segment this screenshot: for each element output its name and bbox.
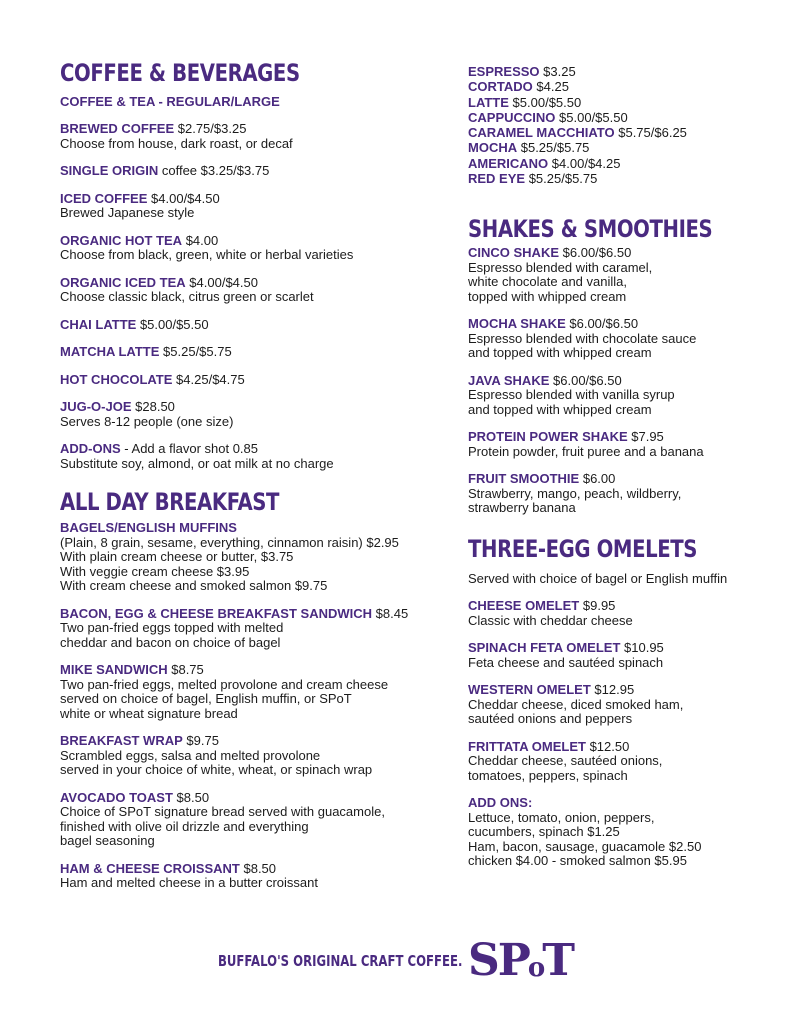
item-desc-line: Protein powder, fruit puree and a banana — [468, 443, 704, 459]
item-desc-line: Scrambled eggs, salsa and melted provolone — [60, 747, 321, 763]
menu-item-cappuccino — [468, 110, 768, 125]
item-price: $9.95 — [582, 598, 616, 614]
item-price: $5.00/$5.50 — [559, 109, 628, 125]
item-desc-line: topped with whipped cream — [468, 288, 627, 304]
item-price: $12.50 — [589, 738, 630, 754]
menu-item-single-origin — [60, 164, 440, 179]
menu-item-espresso — [468, 64, 768, 79]
menu-item-latte — [468, 95, 768, 110]
item-name: CARAMEL MACCHIATO — [468, 125, 615, 141]
footer-brand — [218, 936, 573, 986]
item-name: CAPPUCCINO — [468, 109, 556, 125]
item-name: MOCHA — [468, 140, 518, 156]
item-desc-line: white or wheat signature bread — [60, 705, 238, 721]
item-desc-line: Ham and melted cheese in a butter croissant — [60, 875, 318, 890]
section-title-omelets: THREE-EGG OMELETS — [468, 534, 698, 563]
menu-item-organic-hot-tea — [60, 234, 440, 263]
coffee-section — [60, 58, 440, 471]
menu-item-mocha — [468, 140, 768, 155]
item-desc-line: Espresso blended with chocolate sauce — [468, 330, 697, 346]
item-desc-line: With cream cheese and smoked salmon $9.75 — [60, 578, 328, 593]
item-price: $28.50 — [135, 399, 175, 414]
brand-tagline: BUFFALO'S ORIGINAL CRAFT COFFEE. — [218, 952, 463, 970]
menu-item-red-eye — [468, 171, 768, 186]
menu-item-fruit-smoothie — [468, 472, 768, 516]
item-desc-line: finished with olive oil drizzle and everything — [60, 818, 309, 834]
item-desc-line: and topped with whipped cream — [468, 345, 652, 361]
item-price: $8.75 — [171, 662, 204, 677]
menu-item-matcha-latte — [60, 345, 440, 360]
item-desc-line: Choice of SPoT signature bread served with guacamole, — [60, 804, 385, 819]
item-desc: Serves 8-12 people (one size) — [60, 413, 234, 429]
item-name: CHAI LATTE — [60, 316, 137, 332]
menu-item-protein-power-shake — [468, 430, 768, 459]
item-name: MOCHA SHAKE — [468, 316, 566, 332]
item-price: $10.95 — [624, 640, 664, 656]
item-price: $8.45 — [375, 605, 409, 621]
item-name: BAGELS/ENGLISH MUFFINS — [60, 520, 237, 535]
item-desc: Choose from black, green, white or herbal varieties — [60, 247, 354, 262]
item-name: MIKE SANDWICH — [60, 662, 168, 677]
item-desc: Brewed Japanese style — [60, 205, 195, 220]
item-name: WESTERN OMELET — [468, 682, 591, 698]
item-desc: Choose from house, dark roast, or decaf — [60, 135, 293, 151]
item-name: CHEESE OMELET — [468, 598, 580, 614]
item-name: ORGANIC HOT TEA — [60, 232, 183, 248]
item-desc-line: served in your choice of white, wheat, or spinach wrap — [60, 762, 373, 777]
item-desc-line: Classic with cheddar cheese — [468, 612, 633, 628]
item-desc-line: sautéed onions and peppers — [468, 711, 633, 727]
logo-text-t: T — [542, 935, 573, 986]
item-name: RED EYE — [468, 171, 526, 187]
omelets-intro — [468, 572, 768, 587]
menu-item-mocha-shake — [468, 317, 768, 361]
menu-item-cheese-omelet — [468, 599, 768, 628]
menu-item-caramel-macchiato — [468, 125, 768, 140]
menu-item-western-omelet — [468, 683, 768, 727]
menu-item-chai-latte — [60, 318, 440, 333]
item-name: SPINACH FETA OMELET — [468, 640, 621, 656]
menu-item-add-ons — [60, 442, 440, 471]
espresso-list — [468, 64, 768, 186]
item-name: AMERICANO — [468, 155, 549, 171]
item-name: LATTE — [468, 94, 509, 110]
menu-item-ham-cheese-croissant — [60, 862, 440, 891]
item-price: $4.25 — [536, 79, 569, 95]
item-price: $6.00/$6.50 — [562, 245, 632, 261]
shakes-section — [468, 214, 768, 516]
item-price: $5.25/$5.75 — [520, 140, 590, 156]
menu-item-mike-sandwich — [60, 663, 440, 721]
item-price: $8.50 — [176, 789, 210, 805]
section-title-breakfast: ALL DAY BREAKFAST — [60, 488, 280, 516]
omelets-section — [468, 534, 768, 869]
item-name: BREWED COFFEE — [60, 121, 175, 136]
menu-item-iced-coffee — [60, 192, 440, 221]
item-name: BREAKFAST WRAP — [60, 733, 183, 748]
item-price: $4.00/$4.25 — [551, 155, 621, 171]
right-column — [468, 64, 768, 869]
item-name: FRITTATA OMELET — [468, 738, 586, 754]
item-price: $5.75/$6.25 — [618, 125, 687, 141]
item-name: ESPRESSO — [468, 64, 540, 79]
item-name: SINGLE ORIGIN — [60, 163, 159, 178]
item-name: PROTEIN POWER SHAKE — [468, 429, 628, 445]
menu-item-organic-iced-tea — [60, 276, 440, 305]
item-desc-line: bagel seasoning — [60, 833, 155, 848]
item-price: $2.75/$3.25 — [177, 121, 247, 136]
item-desc-line: Feta cheese and sautéed spinach — [468, 654, 664, 670]
item-name: HOT CHOCOLATE — [60, 371, 173, 387]
item-price: $6.00/$6.50 — [569, 316, 639, 332]
item-price: $9.75 — [186, 733, 219, 748]
menu-item-bacon-egg-cheese — [60, 607, 440, 651]
menu-item-java-shake — [468, 374, 768, 418]
item-price: - Add a flavor shot 0.85 — [124, 441, 258, 456]
item-price: $8.50 — [243, 860, 277, 876]
item-desc-line: With plain cream cheese or butter, $3.75 — [60, 549, 294, 564]
menu-item-bagels — [60, 521, 440, 594]
menu-item-cortado — [468, 79, 768, 94]
menu-item-jug-o-joe — [60, 400, 440, 429]
item-desc-line: strawberry banana — [468, 500, 576, 516]
item-desc-line: Lettuce, tomato, onion, peppers, — [468, 809, 655, 825]
breakfast-section — [60, 487, 440, 891]
item-name: FRUIT SMOOTHIE — [468, 471, 580, 487]
section-title-shakes: SHAKES & SMOOTHIES — [468, 215, 713, 244]
item-name: ADD ONS: — [468, 795, 533, 811]
item-price: $3.25 — [543, 64, 576, 79]
item-desc-line: and topped with whipped cream — [468, 401, 652, 417]
logo-text-o: o — [527, 953, 544, 983]
item-price: coffee $3.25/$3.75 — [161, 163, 270, 178]
item-desc-line: served on choice of bagel, English muffin, or SPoT — [60, 691, 352, 706]
item-price: $4.00 — [185, 232, 219, 248]
item-price: $4.00/$4.50 — [151, 190, 220, 206]
logo-text-sp: SP — [468, 935, 529, 986]
item-desc-line: Cheddar cheese, sautéed onions, — [468, 753, 663, 769]
item-desc-line: (Plain, 8 grain, sesame, everything, cinnamon raisin) $2.95 — [60, 534, 399, 550]
item-desc-line: white chocolate and vanilla, — [468, 274, 627, 290]
spot-logo — [468, 935, 573, 986]
item-desc-line: chicken $4.00 - smoked salmon $5.95 — [468, 853, 687, 869]
item-desc: Choose classic black, citrus green or scarlet — [60, 289, 314, 304]
menu-item-frittata-omelet — [468, 740, 768, 784]
item-desc-line: Espresso blended with caramel, — [468, 259, 653, 275]
menu-item-americano — [468, 156, 768, 171]
item-price: $4.25/$4.75 — [176, 371, 245, 387]
section-title-coffee: COFFEE & BEVERAGES — [60, 59, 300, 87]
menu-item-spinach-feta-omelet — [468, 641, 768, 670]
item-desc-line: Ham, bacon, sausage, guacamole $2.50 — [468, 838, 702, 854]
menu-item-cinco-shake — [468, 246, 768, 304]
item-name: JAVA SHAKE — [468, 372, 550, 388]
item-price: $6.00/$6.50 — [553, 372, 622, 388]
item-name: CORTADO — [468, 79, 533, 95]
item-desc-line: Two pan-fried eggs topped with melted — [60, 620, 284, 635]
left-column — [60, 58, 440, 891]
item-desc-line: cheddar and bacon on choice of bagel — [60, 634, 281, 650]
menu-item-brewed-coffee — [60, 122, 440, 151]
item-price: $5.25/$5.75 — [528, 171, 598, 187]
item-name: ORGANIC ICED TEA — [60, 274, 186, 290]
item-desc-line: With veggie cream cheese $3.95 — [60, 563, 250, 579]
item-price: $6.00 — [582, 471, 616, 487]
item-name: BACON, EGG & CHEESE BREAKFAST SANDWICH — [60, 605, 373, 621]
item-price: $5.25/$5.75 — [163, 344, 232, 359]
item-price: $5.00/$5.50 — [512, 94, 582, 110]
menu-item-avocado-toast — [60, 791, 440, 849]
item-desc-line: Strawberry, mango, peach, wildberry, — [468, 485, 682, 501]
item-desc-line: Cheddar cheese, diced smoked ham, — [468, 696, 684, 712]
item-name: AVOCADO TOAST — [60, 789, 173, 805]
item-name: JUG-O-JOE — [60, 399, 132, 414]
menu-item-breakfast-wrap — [60, 734, 440, 778]
item-name: CINCO SHAKE — [468, 245, 560, 261]
item-desc: Substitute soy, almond, or oat milk at no charge — [60, 455, 334, 471]
menu-item-omelet-add-ons — [468, 796, 768, 869]
item-name: ICED COFFEE — [60, 190, 148, 206]
item-desc-line: Espresso blended with vanilla syrup — [468, 387, 675, 403]
item-name: MATCHA LATTE — [60, 344, 160, 359]
item-price: $4.00/$4.50 — [189, 274, 258, 290]
item-price: $5.00/$5.50 — [139, 316, 209, 332]
item-price: $7.95 — [631, 429, 664, 445]
item-desc-line: cucumbers, spinach $1.25 — [468, 824, 620, 840]
item-name: ADD-ONS — [60, 441, 121, 456]
menu-item-hot-chocolate — [60, 373, 440, 388]
item-desc-line: tomatoes, peppers, spinach — [468, 767, 628, 783]
omelets-intro-text: Served with choice of bagel or English muffin — [468, 570, 728, 586]
coffee-subhead: COFFEE & TEA - REGULAR/LARGE — [60, 94, 280, 109]
item-desc-line: Two pan-fried eggs, melted provolone and cream cheese — [60, 676, 389, 692]
item-name: HAM & CHEESE CROISSANT — [60, 860, 240, 876]
item-price: $12.95 — [594, 682, 635, 698]
